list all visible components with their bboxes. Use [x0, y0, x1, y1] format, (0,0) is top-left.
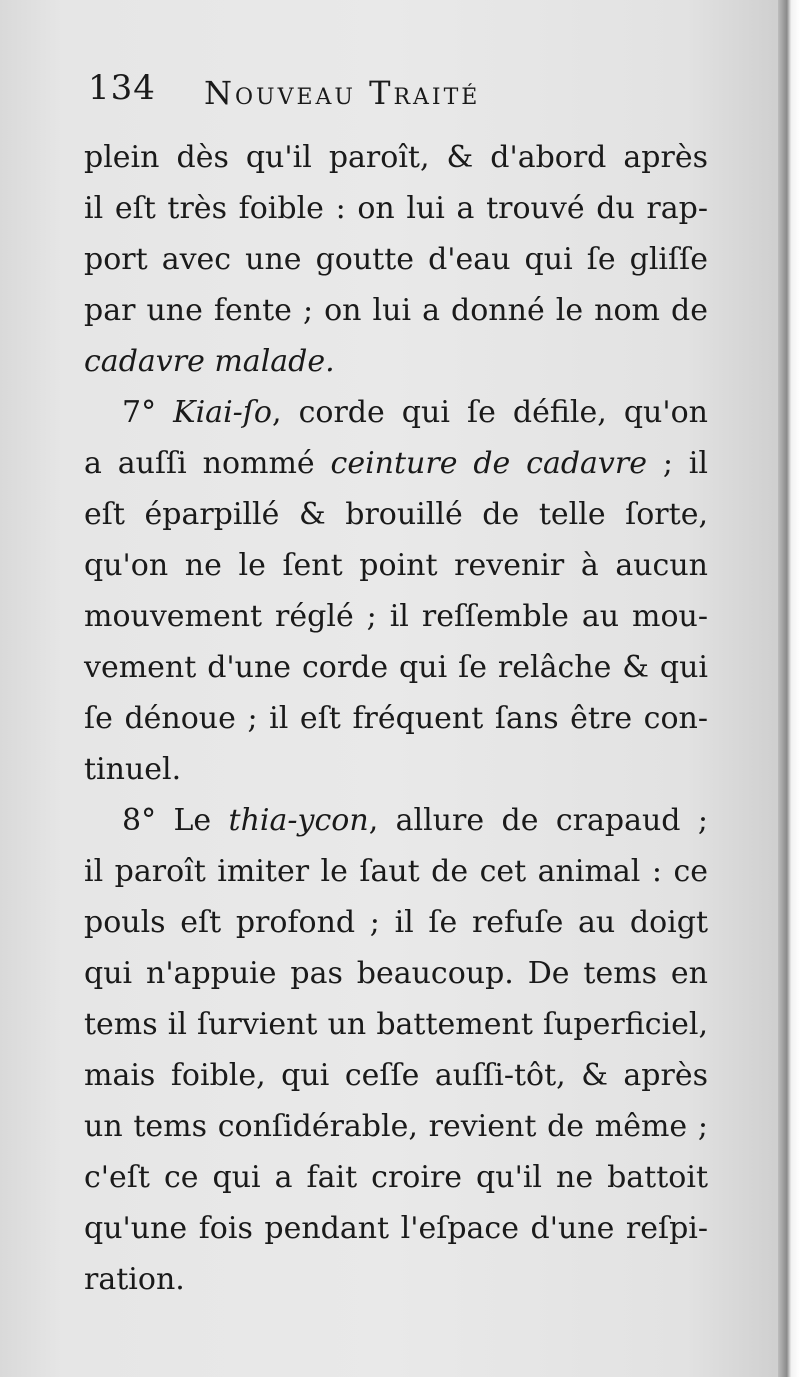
text-segment: il paroît imiter le ſaut de cet animal : ce: [84, 854, 708, 889]
text-line: [84, 795, 708, 846]
italic-text: ceinture de cadavre: [330, 446, 647, 481]
italic-text: cadavre malade.: [84, 344, 335, 379]
text-line: [84, 336, 708, 387]
text-line: [84, 897, 708, 948]
text-line: [84, 132, 708, 183]
text-segment: mouvement réglé ; il reſſemble au mou-: [84, 599, 708, 634]
text-line: [84, 1203, 708, 1254]
text-line: [84, 234, 708, 285]
text-segment: qu'une fois pendant l'eſpace d'une reſpi-: [84, 1211, 708, 1246]
text-segment: ſe dénoue ; il eſt fréquent ſans être con-: [84, 701, 708, 736]
text-segment: ration.: [84, 1262, 185, 1297]
text-line: [84, 591, 708, 642]
text-segment: a auſſi nommé: [84, 446, 331, 481]
text-segment: , allure de crapaud ;: [368, 803, 708, 838]
text-line: [84, 846, 708, 897]
text-line: [84, 744, 708, 795]
text-line: [84, 693, 708, 744]
text-line: [84, 438, 708, 489]
text-line: [84, 1254, 708, 1305]
text-segment: il eſt très foible : on lui a trouvé du rap-: [84, 191, 708, 226]
text-segment: eſt éparpillé & brouillé de telle ſorte,: [84, 497, 708, 532]
text-segment: un tems conſidérable, revient de même ;: [84, 1109, 708, 1144]
italic-text: thia-ycon: [228, 803, 369, 838]
text-line: [84, 1152, 708, 1203]
page-edge: [778, 0, 800, 1377]
text-segment: mais foible, qui ceſſe auſſi-tôt, & après: [84, 1058, 708, 1093]
text-line: [84, 948, 708, 999]
text-line: [84, 999, 708, 1050]
text-segment: plein dès qu'il paroît, & d'abord après: [84, 140, 708, 175]
page-header: [88, 68, 708, 124]
text-segment: par une fente ; on lui a donné le nom de: [84, 293, 708, 328]
text-segment: qu'on ne le ſent point revenir à aucun: [84, 548, 708, 583]
text-line: [84, 387, 708, 438]
text-segment: vement d'une corde qui ſe relâche & qui: [84, 650, 708, 685]
text-segment: tinuel.: [84, 752, 182, 787]
text-line: [84, 540, 708, 591]
text-line: [84, 285, 708, 336]
text-segment: qui n'appuie pas beaucoup. De tems en: [84, 956, 708, 991]
italic-text: Kiai-ſo: [173, 395, 272, 430]
text-line: [84, 642, 708, 693]
text-line: [84, 1050, 708, 1101]
text-segment: ; il: [646, 446, 708, 481]
text-segment: 7°: [122, 395, 174, 430]
running-title: Nouveau Traité: [204, 74, 481, 112]
body-text: [84, 132, 708, 1305]
text-segment: tems il ſurvient un battement ſuperficiel,: [84, 1007, 708, 1042]
text-segment: pouls eſt profond ; il ſe refuſe au doigt: [84, 905, 708, 940]
text-segment: c'eſt ce qui a fait croire qu'il ne battoit: [84, 1160, 708, 1195]
text-segment: port avec une goutte d'eau qui ſe gliſſe: [84, 242, 708, 277]
text-segment: 8° Le: [122, 803, 229, 838]
text-segment: , corde qui ſe défile, qu'on: [271, 395, 709, 430]
page-number: 134: [88, 68, 156, 108]
text-line: [84, 489, 708, 540]
text-line: [84, 1101, 708, 1152]
text-line: [84, 183, 708, 234]
